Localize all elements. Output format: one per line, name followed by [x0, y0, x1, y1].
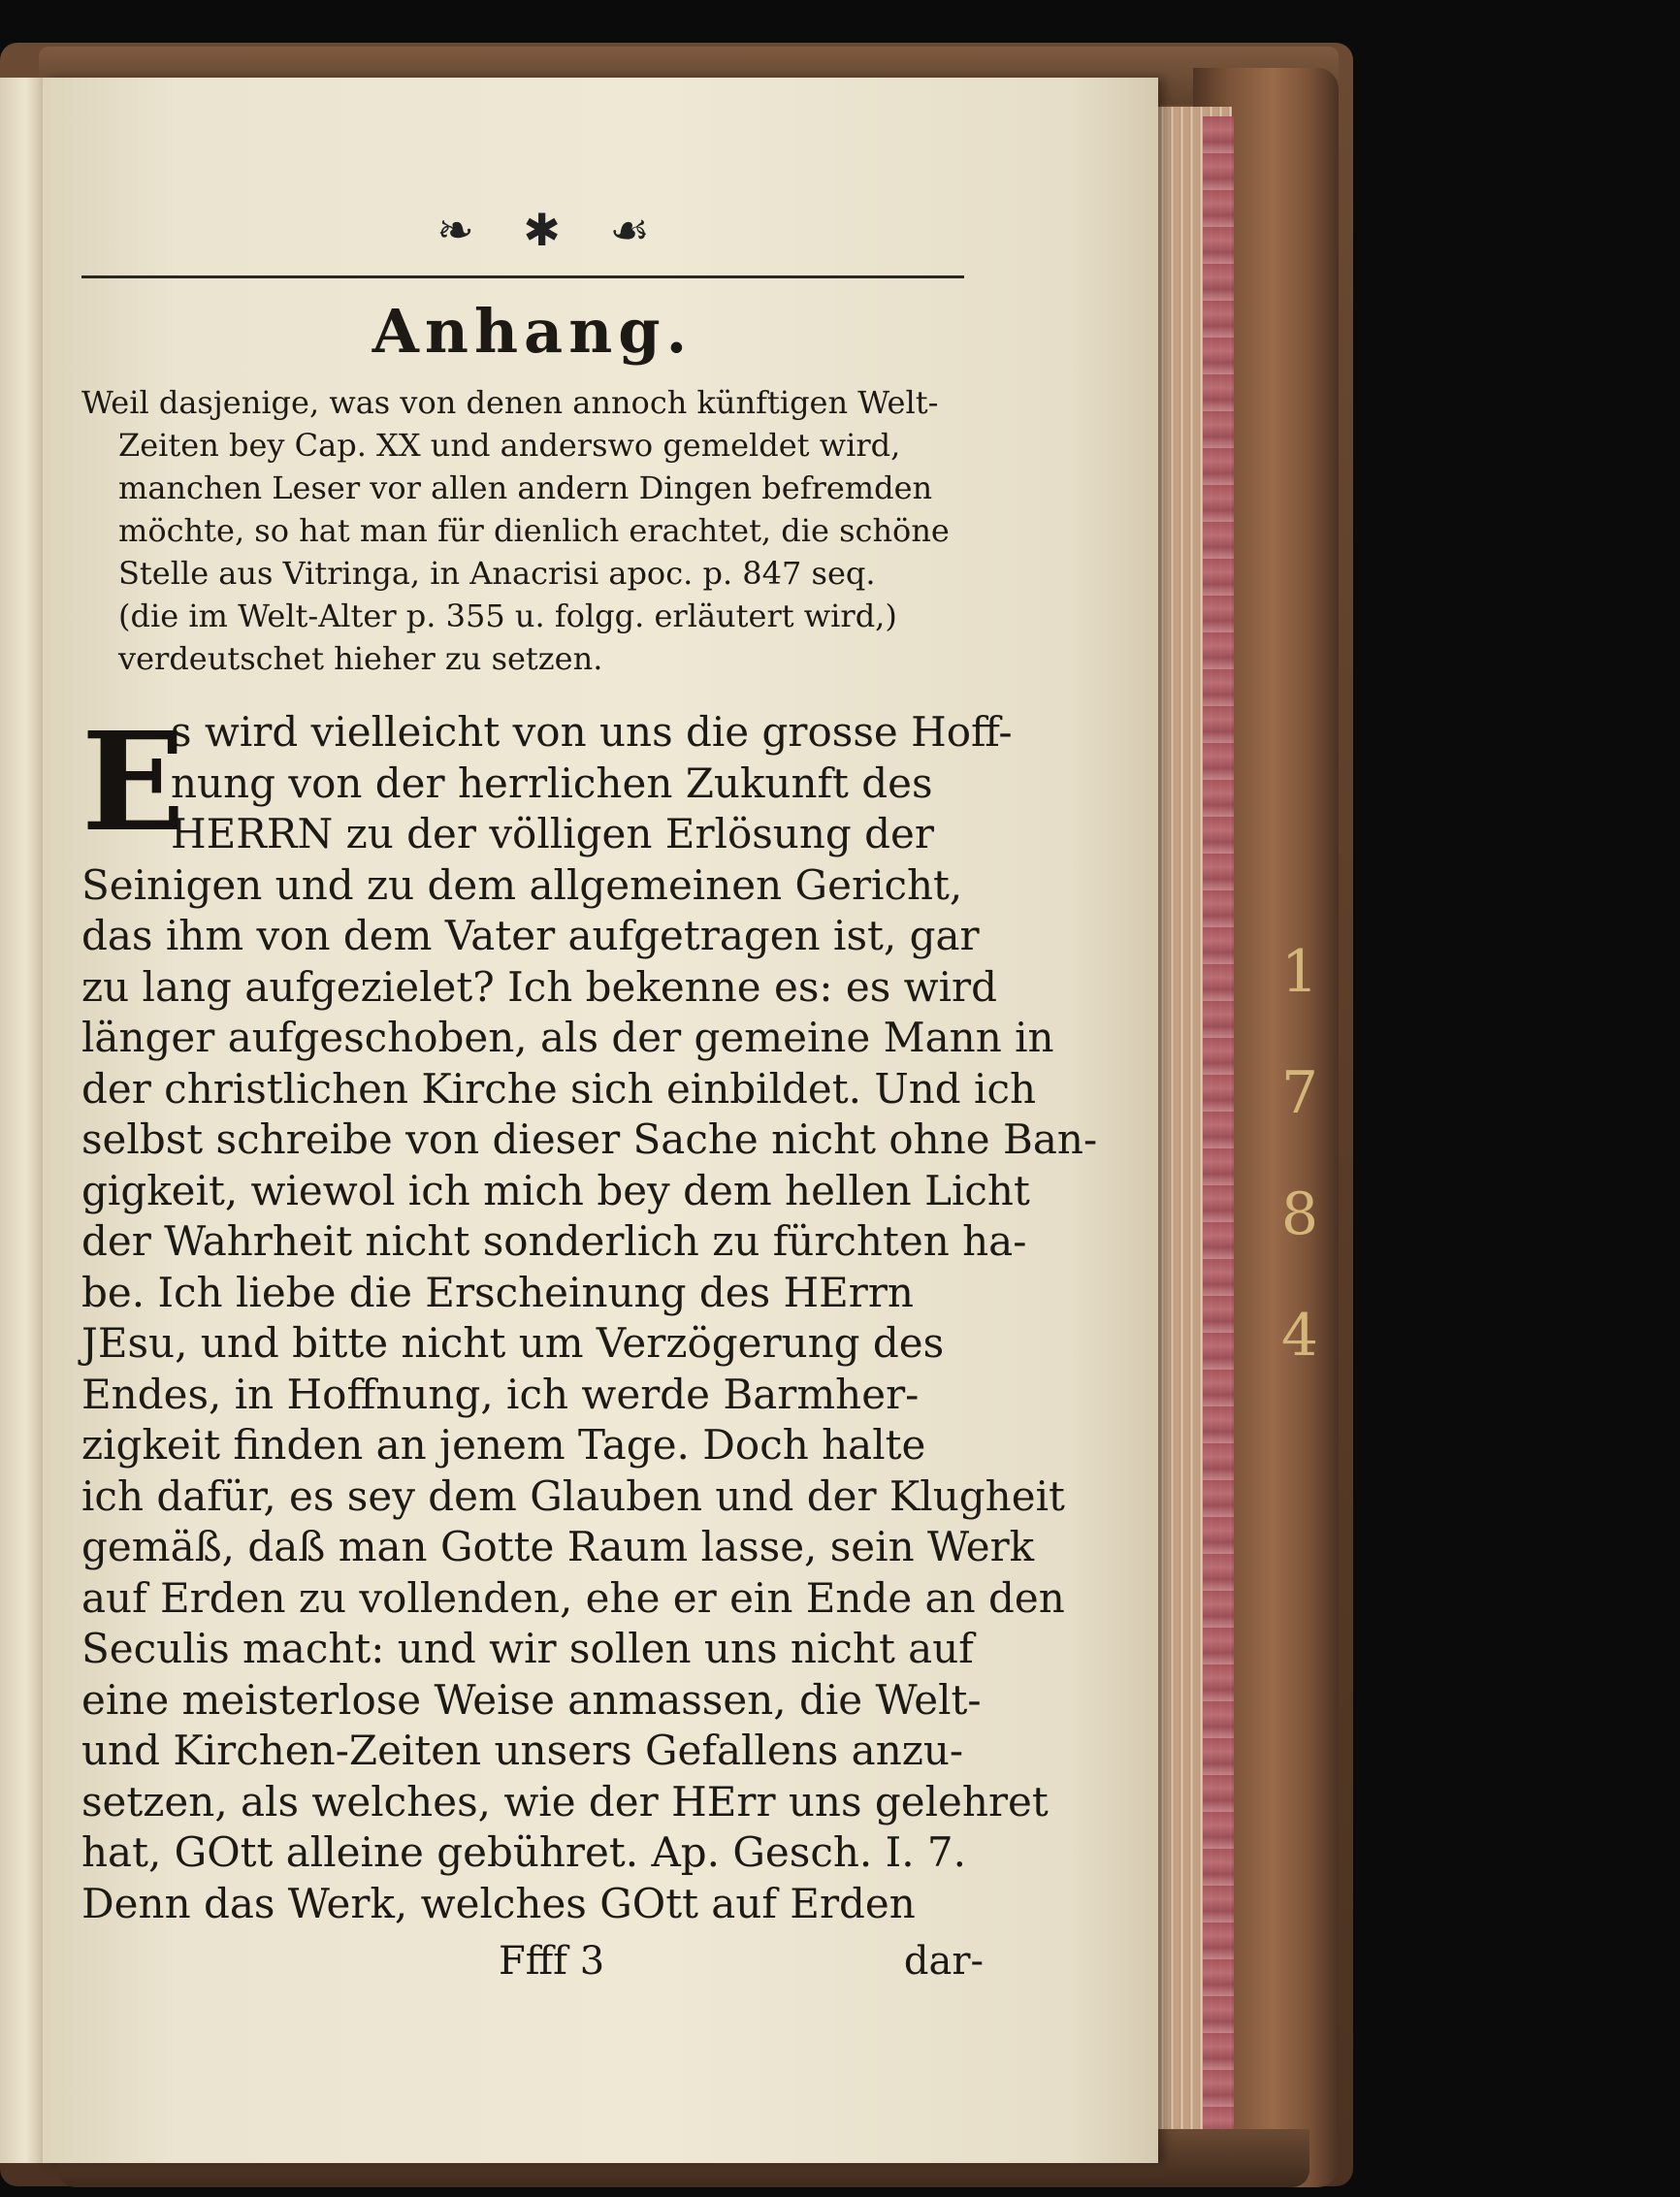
page-footer	[81, 1937, 984, 1986]
body-line: zu lang aufgezielet? Ich bekenne es: es wird	[81, 962, 997, 1011]
body-line: länger aufgeschoben, als der gemeine Mann in	[81, 1014, 1054, 1061]
body-line: der Wahrheit nicht sonderlich zu fürchten ha-	[81, 1217, 1027, 1265]
page-content	[81, 204, 1098, 1986]
spine-year	[1271, 912, 1329, 1397]
body-line: hat, GOtt alleine gebühret. Ap. Gesch. I. 7.	[81, 1828, 966, 1876]
catchword: dar-	[903, 1939, 984, 1984]
body-line: Seinigen und zu dem allgemeinen Gericht,	[81, 860, 963, 909]
red-page-edge	[1203, 116, 1234, 2163]
body-line: der christlichen Kirche sich einbildet. Und ich	[81, 1064, 1037, 1113]
body-line: gigkeit, wiewol ich mich bey dem hellen Licht	[81, 1166, 1030, 1214]
body-line: auf Erden zu vollenden, ehe er ein Ende an den	[81, 1573, 1065, 1622]
spine-year-digit: 1	[1280, 938, 1319, 1006]
intro-line: Zeiten bey Cap. XX und anderswo gemeldet wird,	[118, 427, 901, 464]
body-line: Seculis macht: und wir sollen uns nicht auf	[81, 1625, 974, 1672]
main-paragraph	[81, 703, 1098, 1929]
body-line: JEsu, und bitte nicht um Verzögerung des	[81, 1319, 945, 1367]
body-line: zigkeit finden an jenem Tage. Doch halte	[81, 1421, 926, 1469]
header-rule	[81, 275, 964, 278]
spine-year-digit: 8	[1280, 1180, 1319, 1248]
spine-year-digit: 4	[1280, 1302, 1319, 1370]
body-line: selbst schreibe von dieser Sache nicht ohne Ban-	[81, 1115, 1098, 1163]
spine-year-digit: 7	[1280, 1059, 1319, 1127]
facing-page-gutter	[0, 78, 47, 2163]
body-line: HERRN zu der völligen Erlösung der	[171, 810, 934, 857]
body-line: und Kirchen-Zeiten unsers Gefallens anzu-	[81, 1727, 964, 1774]
intro-line: möchte, so hat man für dienlich erachtet, die schöne	[118, 512, 950, 549]
body-line: setzen, als welches, wie der HErr uns gelehret	[81, 1777, 1049, 1825]
body-line: ich dafür, es sey dem Glauben und der Klugheit	[81, 1471, 1065, 1520]
intro-line: verdeutschet hieher zu setzen.	[118, 640, 603, 677]
page-title: Anhang.	[372, 296, 694, 367]
intro-paragraph	[81, 381, 984, 680]
drop-cap: E	[81, 703, 185, 862]
body-line: das ihm von dem Vater aufgetragen ist, gar	[81, 912, 980, 959]
body-line: gemäß, daß man Gotte Raum lasse, sein Werk	[81, 1523, 1035, 1570]
ornament-fleuron: ❧ ✱ ☙	[436, 204, 667, 256]
body-line: nung von der herrlichen Zukunft des	[171, 759, 933, 807]
body-line: Endes, in Hoffnung, ich werde Barmher-	[81, 1370, 920, 1418]
body-line: eine meisterlose Weise anmassen, die Welt-	[81, 1675, 982, 1724]
intro-line: Weil dasjenige, was von denen annoch künftigen Welt-	[81, 384, 939, 421]
body-line: Denn das Werk, welches GOtt auf Erden	[81, 1879, 916, 1927]
intro-line: Stelle aus Vitringa, in Anacrisi apoc. p. 847 seq.	[118, 555, 876, 592]
signature-mark: Ffff 3	[499, 1939, 605, 1984]
intro-line: (die im Welt-Alter p. 355 u. folgg. erläutert wird,)	[118, 598, 897, 634]
body-line: s wird vielleicht von uns die grosse Hoff-	[171, 708, 1013, 756]
intro-line: manchen Leser vor allen andern Dingen befremden	[118, 469, 933, 506]
body-line: be. Ich liebe die Erscheinung des HErrn	[81, 1268, 914, 1316]
